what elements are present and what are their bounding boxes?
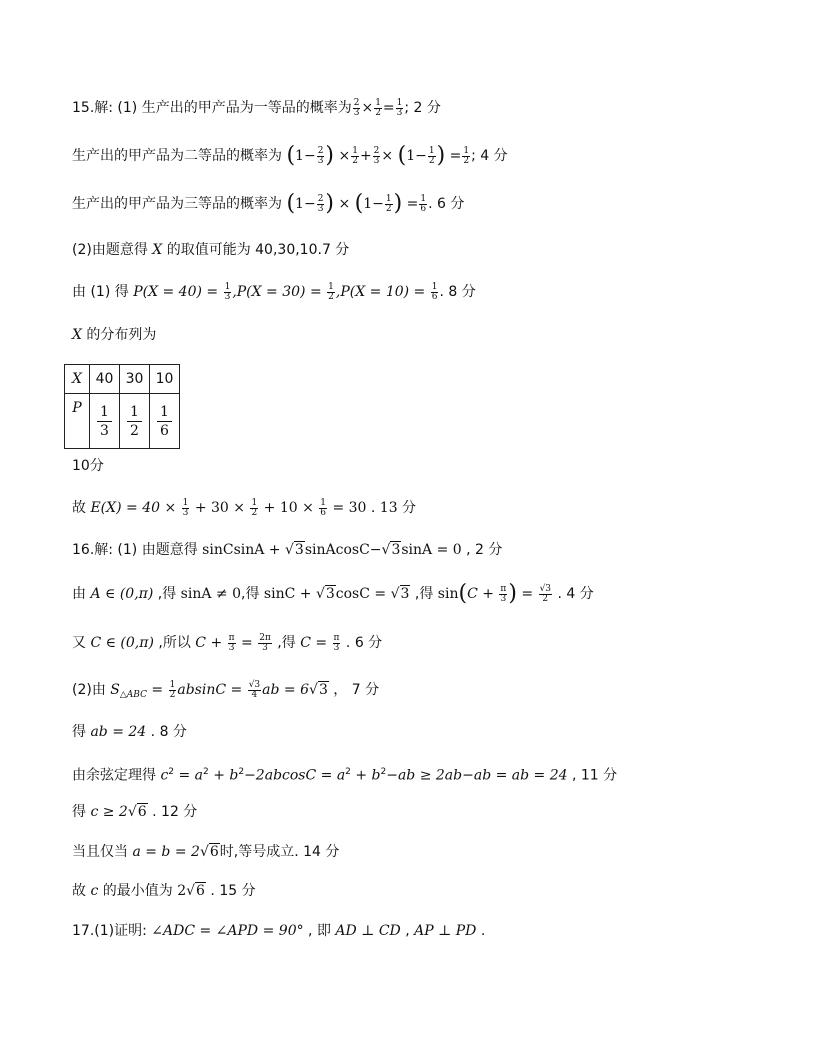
table-row <box>65 365 180 394</box>
solution-17-line-1: 17.(1)证明: ∠ADC = ∠APD = 90° , 即 AD ⊥ CD , AP ⊥ PD . <box>72 923 486 939</box>
probabilities-line: 由 (1) 得 P(X = 40) = $\frac{1}{3}$ ,P(X = 30) = $\frac{1}{2}$ ,P(X = 10) = $\frac{1}{6}$ . 8 分 <box>72 281 476 302</box>
table-cell: P <box>65 394 90 449</box>
table-cell: $\frac{1}{3}$ <box>90 394 120 449</box>
expectation-line: 故 E(X) = 40 × $\frac{1}{3}$ + 30 × $\frac{1}{2}$ + 10 × $\frac{1}{6}$ = 30 . 13 分 <box>72 497 417 518</box>
table-cell: $\frac{1}{2}$ <box>120 394 150 449</box>
angle-c-line: 又 C ∈ (0,π) ,所以 C + $\frac{\pi}{3}$ = $\frac{2\pi}{3}$ ,得 C = $\frac{\pi}{3}$ . 6 分 <box>72 632 383 653</box>
line-text: 15.解: (1) 生产出的甲产品为一等品的概率为 <box>72 100 352 116</box>
table-cell: 40 <box>90 365 120 394</box>
fraction: $\frac{1}{2}$ <box>375 97 381 118</box>
c-bound-line: 得 c ≥ 2√6 . 12 分 <box>72 804 198 820</box>
x-values-line: (2)由题意得 X 的取值可能为 40,30,10.7 分 <box>72 242 350 258</box>
solution-15-line-1: 15.解: (1) 生产出的甲产品为一等品的概率为 $\frac{2}{3}$ × $\frac{1}{2}$ = $\frac{1}{3}$ ; 2 分 <box>72 97 441 118</box>
table-cell: 10 <box>150 365 180 394</box>
table-row <box>65 394 180 449</box>
score-line: 10分 <box>72 458 104 474</box>
distribution-table <box>64 364 180 449</box>
sine-equation-line: 由 A ∈ (0,π) ,得 sinA ≠ 0,得 sinC + √3cosC = √3 ,得 sin(C + $\frac{\pi}{3}$ ) = $\frac{√3}{2}$ . 4 分 <box>72 581 594 606</box>
cosine-law-line: 由余弦定理得 $c^2 = a^2 + b^2-2abcosC = a^2 + b^2-ab \ge 2ab-ab$ = ab = 24 , 11 分 <box>72 767 618 784</box>
second-grade-probability-line: 生产出的甲产品为二等品的概率为 (1− $\frac{2}{3}$ ) × $\frac{1}{2}$ + $\frac{2}{3}$ × (1− $\frac{1}{2}$ ) = $\frac{1}{2}$ ; 4 分 <box>72 143 508 168</box>
min-value-line: 故 c 的最小值为 2√6 . 15 分 <box>72 883 256 899</box>
distribution-caption: X 的分布列为 <box>72 327 157 343</box>
table-cell: $\frac{1}{6}$ <box>150 394 180 449</box>
third-grade-probability-line: 生产出的甲产品为三等品的概率为 (1− $\frac{2}{3}$ ) × (1− $\frac{1}{2}$ ) = $\frac{1}{6}$ . 6 分 <box>72 191 465 216</box>
table-cell: X <box>65 365 90 394</box>
equality-line: 当且仅当 a = b = 2√6时,等号成立. 14 分 <box>72 844 340 860</box>
fraction: $\frac{1}{3}$ <box>396 97 403 118</box>
ab-line: 得 ab = 24 . 8 分 <box>72 724 187 740</box>
fraction: $\frac{2}{3}$ <box>353 97 360 118</box>
area-line: (2)由 $S_{\triangle ABC}$ = $\frac{1}{2}$ absinC = $\frac{√3}{4}$ ab = 6√3 ， 7 分 <box>72 679 380 700</box>
solution-16-line-1: 16.解: (1) 由题意得 sinCsinA + √3sinAcosC−√3sinA = 0 , 2 分 <box>72 542 503 558</box>
table-cell: 30 <box>120 365 150 394</box>
